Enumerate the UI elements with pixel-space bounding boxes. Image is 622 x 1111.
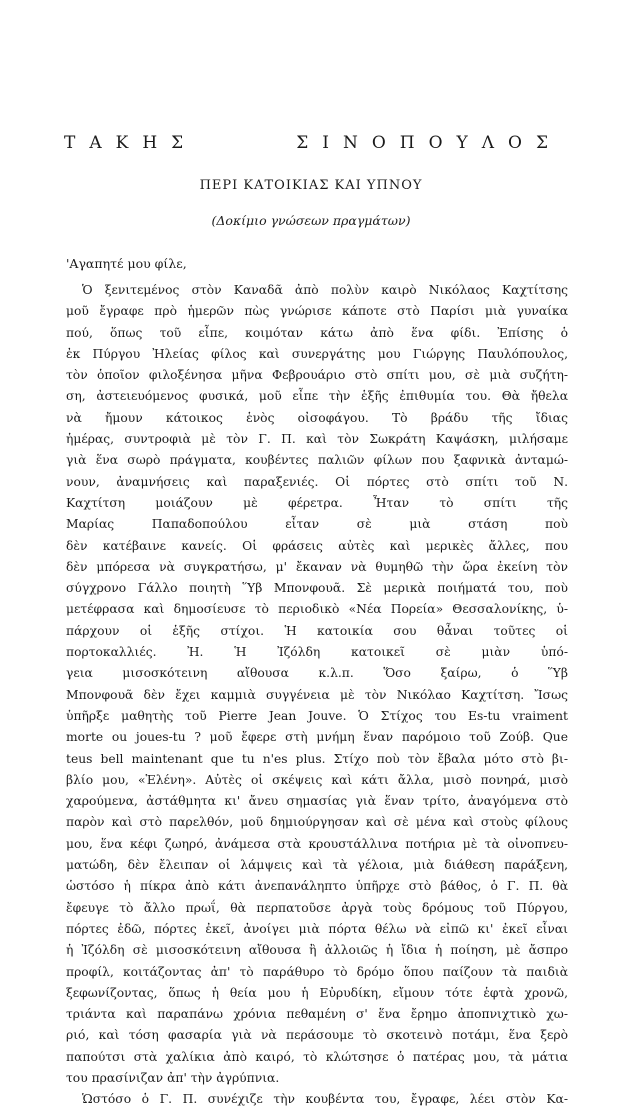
- text-line: ἔφευγε τὸ ἄλλο πρωΐ, θὰ περπατοῦσε ἀργὰ τοὺς δρόμους τοῦ Πύργου,: [66, 900, 568, 915]
- text-line: ση, ἀστειευόμενος φυσικά, μοῦ εἶπε τὴν ἑξῆς ἐπιθυμία του. Θὰ ἤθελα: [66, 389, 568, 404]
- text-line: ξεφωνίζοντας, ὅπως ἡ θεία μου ἡ Εὐρυδίκη, εἴμουν τότε ἑφτὰ χρονῶ,: [66, 985, 568, 1000]
- text-line: χαρούμενα, ἀστάθμητα κι' ἄνευ σημασίας γιὰ ἕναν τρίτο, ἀναγόμενα στὸ: [66, 794, 568, 809]
- essay-title: ΠΕΡΙ ΚΑΤΟΙΚΙΑΣ ΚΑΙ ΥΠΝΟΥ: [199, 178, 423, 193]
- text-line: ἐκ Πύργου Ἠλείας φίλος καὶ συνεργάτης μου Γιώργης Παυλόπουλος,: [66, 346, 568, 361]
- text-line: παπούτσι στὰ χαλίκια ἀπὸ καιρό, τὸ κλώτσησε ὁ πατέρας μου, τὰ μάτια: [66, 1049, 568, 1064]
- text-line: προφίλ, κοιτάζοντας ἀπ' τὸ παράθυρο τὸ δρόμο ὅπου παίζουν τὰ παιδιὰ: [66, 964, 568, 979]
- text-line: δὲν μπόρεσα νὰ συγκρατήσω, μ' ἔκαναν νὰ θυμηθῶ τὴν ὥρα ἐκείνη τὸν: [66, 559, 568, 574]
- text-line: δὲν κατέβαινε κανείς. Οἱ φράσεις αὐτὲς καὶ μερικὲς ἄλλες, που: [66, 538, 568, 553]
- text-line: παρὸν καὶ στὸ παρελθόν, μοῦ δημιούργησαν καὶ σὲ μένα καὶ στοὺς φίλους: [66, 815, 568, 830]
- text-line: πόρτες ἐδῶ, πόρτες ἐκεῖ, ἀνοίγει μιὰ πόρτα θέλω νὰ εἰπῶ κι' ἐκεῖ εἶναι: [66, 921, 568, 936]
- text-line: γεια μισοσκότεινη αἴθουσα κ.λ.π. Ὅσο ξαίρω, ὁ Ὕβ: [66, 666, 568, 681]
- text-line: ματώδη, δὲν ἔλειπαν οἱ λάμψεις καὶ τὰ γέλοια, μιὰ διάθεση παράξενη,: [66, 858, 568, 873]
- text-line: νουν, ἀναμνήσεις καὶ παραξενιές. Οἱ πόρτες στὸ σπίτι τοῦ Ν.: [66, 474, 568, 489]
- author-last-name: ΣΙΝΟΠΟΥΛΟΣ: [296, 133, 562, 153]
- text-line: Ὁ ξενιτεμένος στὸν Καναδᾶ ἀπὸ πολὺν καιρὸ Νικόλαος Καχτίτσης: [82, 283, 568, 297]
- text-line: Μπονφουᾶ δὲν ἔχει καμμιὰ συγγένεια μὲ τὸν Νικόλαο Καχτίτση. Ἴσως: [66, 687, 568, 702]
- text-line: ὡστόσο ἡ πίκρα ἀπὸ κάτι ἀνεπανάληπτο ὑπῆρχε στὸ βάθος, ὁ Γ. Π. θὰ: [66, 879, 568, 894]
- text-line: τριάντα καὶ παραπάνω χρόνια πεθαμένη σ' ἕνα ἔρημο ἀποπνιχτικὸ χω-: [66, 1007, 568, 1022]
- text-line: μου, ἕνα κέφι ζωηρό, ἀνάμεσα στὰ κρουστάλλινα ποτήρια μὲ τὰ οἰνοπνευ-: [66, 836, 568, 851]
- text-line: μετέφρασα καὶ δημοσίευσε τὸ περιοδικὸ «Νέα Πορεία» Θεσσαλονίκης, ὑ-: [66, 602, 568, 617]
- text-line: μοῦ ἔγραφε πρὸ ἡμερῶν πὼς γνώρισε κάποτε στὸ Παρίσι μιὰ γυναίκα: [66, 304, 568, 319]
- essay-subtitle: (Δοκίμιο γνώσεων πραγμάτων): [211, 213, 411, 228]
- text-line: πού, ὅπως τοῦ εἶπε, κοιμόταν κάτω ἀπὸ ἕνα φίδι. Ἐπίσης ὁ: [66, 325, 568, 340]
- body-text: [66, 280, 568, 1111]
- text-line: πορτοκαλλιές. Ἠ. Ἡ Ἰζόλδη κατοικεῖ σὲ μιὰν ὑπό-: [66, 645, 568, 660]
- author-name: [64, 133, 562, 153]
- text-line: νὰ ἤμουν κάτοικος ἑνὸς οἰσοφάγου. Τὸ βράδυ τῆς ἴδιας: [66, 410, 568, 425]
- salutation: 'Αγαπητέ μου φίλε,: [66, 256, 187, 271]
- text-line: γιὰ ἕνα σωρὸ πράγματα, κουβέντες παλιῶν φίλων που ξαφνικὰ ἀνταμώ-: [66, 453, 568, 468]
- text-line: ἡ Ἰζόλδη σὲ μισοσκότεινη αἴθουσα ἢ ἀλλοιῶς ἡ ἴδια ἡ ποίηση, μὲ ἄσπρο: [66, 943, 568, 958]
- text-line: πάρχουν οἱ ἑξῆς στίχοι. Ἡ κατοικία σου θἆναι τοῦτες οἱ: [66, 623, 568, 638]
- text-line: τὸν ὁποῖον φιλοξένησα μῆνα Φεβρουάριο στὸ σπίτι μου, σὲ μιὰ συζήτη-: [66, 368, 568, 383]
- author-first-name: ΤΑΚΗΣ: [64, 133, 198, 153]
- text-line: morte ou joues-tu ? μοῦ ἔφερε στὴ μνήμη ἕναν παρόμοιο τοῦ Ζούβ. Que: [66, 730, 568, 745]
- text-line: ὑπῆρξε μαθητὴς τοῦ Pierre Jean Jouve. Ὁ Στίχος του Es-tu vraiment: [66, 708, 568, 723]
- text-line: teus bell maintenant que tu n'es plus. Στίχο ποὺ τὸν ἔβαλα μότο στὸ βι-: [66, 751, 568, 766]
- text-line: του πρασίνιζαν ἀπ' τὴν ἀγρύπνια.: [66, 1070, 280, 1085]
- text-line: βλίο μου, «Ἑλένη». Αὐτὲς οἱ σκέψεις καὶ κάτι ἄλλα, μισὸ πονηρά, μισὸ: [66, 772, 568, 787]
- text-line: ἡμέρας, συντροφιὰ μὲ τὸν Γ. Π. καὶ τὸν Σωκράτη Καψάσκη, μιλήσαμε: [66, 432, 568, 447]
- text-line: Μαρίας Παπαδοπούλου εἶταν σὲ μιὰ στάση ποὺ: [66, 517, 568, 532]
- text-line: ριό, καὶ τόση φασαρία γιὰ νὰ περάσουμε τὸ σκοτεινὸ ποτάμι, ἕνα ξερὸ: [66, 1028, 568, 1043]
- text-line: Καχτίτση μοιάζουν μὲ φέρετρα. Ἦταν τὸ σπίτι τῆς: [66, 495, 568, 510]
- text-line: Ὡστόσο ὁ Γ. Π. συνέχιζε τὴν κουβέντα του, ἔγραφε, λέει στὸν Κα-: [82, 1092, 568, 1107]
- text-line: σύγχρονο Γάλλο ποιητὴ Ὕβ Μπονφουᾶ. Σὲ μερικὰ ποιήματά του, ποὺ: [66, 581, 568, 596]
